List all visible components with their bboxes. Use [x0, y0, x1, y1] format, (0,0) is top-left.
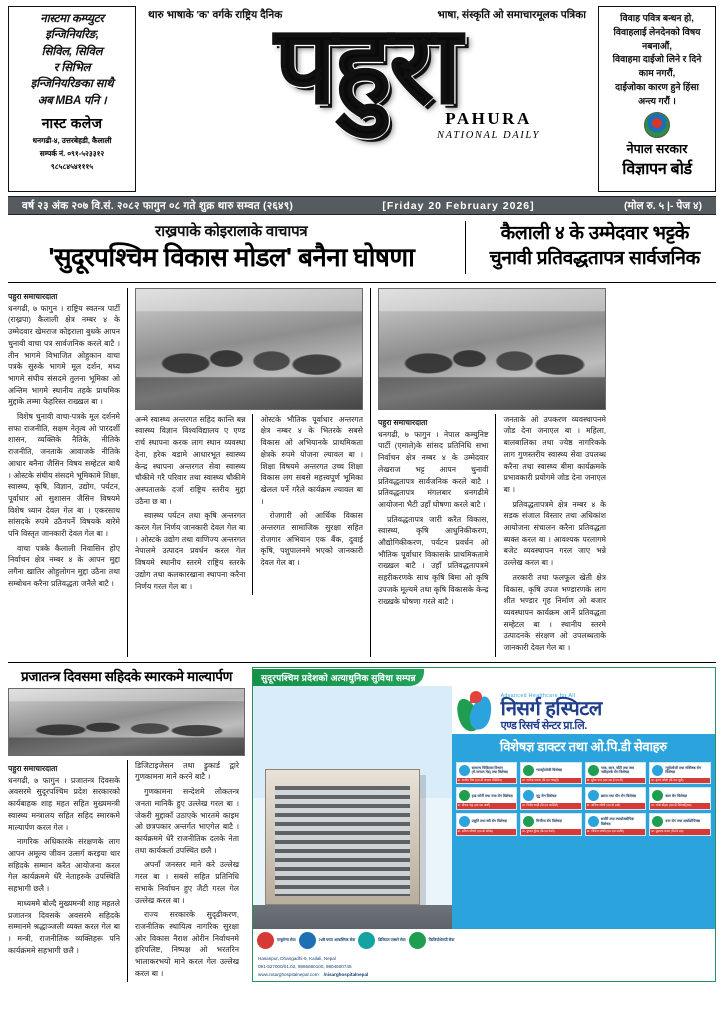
nast-ad-mba-line: अब MBA पनि ।: [37, 94, 107, 107]
service-doctor: डा. सन्दीप विष्ट (एम.डी जनरल मेडिसिन): [457, 778, 517, 784]
nast-college-ad: [8, 6, 136, 192]
nameplate-subtitle: NATIONAL DAILY: [436, 129, 540, 141]
service-title: सर्जरी तथा ल्याप्रोस्कोपिक विशेषज्ञ: [600, 817, 635, 826]
service-icon: [523, 765, 534, 776]
paragraph: ओस्टके भौतिक पूर्वाधार अन्तरगत क्षेत्र नम्बर ४ के भितरके सबसे विकास ओ अभियानके प्राथमिकता क्षेत्रके रुपमे योजना ल्यावल बा । शिक्षा विषयमे अन्तरगत उच्च शिक्षा विकास लग सबसे महत्त्वपूर्ण भूमिका खेलल पर्ने गरैले कार्यक्रम ल्यावल बा ।: [260, 414, 363, 506]
service-title: सामान्य चिकित्सा विभाग (मे.जनरल मेड) तथा विशेषज्ञ: [471, 765, 508, 775]
service-item[interactable]: [649, 787, 711, 810]
service-title: मुटु रोग विशेषज्ञ: [536, 793, 557, 798]
service-item[interactable]: [585, 787, 647, 810]
service-item[interactable]: [456, 813, 518, 836]
service-icon: [459, 816, 470, 827]
service-doctor: डा. दीपक भट्ट (एम.एस अर्थो): [457, 803, 517, 809]
service-icon: [523, 816, 534, 827]
service-doctor: डा. विनोद शाही (डि.एम कार्डियो): [521, 803, 581, 809]
hospital-website[interactable]: www.nisarghospitalnepal.com: [258, 971, 319, 977]
badge-label: २४सै घण्टा आकस्मिक सेवा: [318, 938, 356, 943]
lead-story-right-headline[interactable]: [465, 221, 716, 274]
service-title: बाल रोग विशेषज्ञ: [665, 793, 687, 798]
building-windows: [275, 786, 410, 896]
tagline-right: भाषा, संस्कृति ओ समाचारमूलक पत्रिका: [437, 9, 586, 21]
democracy-column-2: [127, 760, 239, 983]
democracy-column-1: [8, 760, 120, 983]
physiotherapy-icon: [409, 932, 426, 949]
nast-ad-line-4: र सिभिल: [53, 61, 91, 74]
service-icon: [588, 765, 599, 776]
paragraph: प्रतिवद्धतापत्र जारी करैत विकास, स्वास्थ्य, कृषि आधुनिकीकरण, औद्योगिकीकरण, पर्यटन प्रवर्धन ओ भौतिक पूर्वाधार विकासके प्राथमिकतामे राख्खल बाटै । उहाँ प्रतिवद्धतापत्रमे सहरीकरणके साथ कृषि बिमा ओ कृषि उपजके मूल्यमे तथा कृषि विकासके केन्द्र राख्खके घोषणा गरले बाटै ।: [378, 514, 489, 606]
paragraph: प्रतिवद्धतापत्रमे क्षेत्र नम्बर ४ के सडक संजाल विस्तार तथा अधिकांश आयोजना संचालन करैना प्रतिवद्धता ब्यक्त करल बा । आवश्यक परलागमे बजेट व्यवस्थापन गरल जाए भन्ने उल्लेख करल बा ।: [503, 499, 606, 568]
xray-icon: [358, 932, 375, 949]
service-doctor: डा. सुजाता रावल (बि.डि.एस): [650, 829, 710, 835]
democracy-day-headline: प्रजातन्त्र दिवसमा सहिदके स्मारकमे माल्यार्पण: [20, 668, 233, 684]
service-item[interactable]: [456, 762, 518, 785]
service-title: प्रसुति तथा स्त्री रोग विशेषज्ञ: [471, 819, 507, 824]
hospital-advertisement[interactable]: [252, 667, 716, 983]
badge-label: एम्बुलेन्स सेवा: [277, 938, 296, 943]
service-item[interactable]: [649, 762, 711, 785]
govt-ad-line-4: विवाहमा दाईजो लिने र दिने: [612, 54, 702, 65]
nepal-emblem-icon: [644, 112, 670, 138]
paragraph: डिजिटाइजेसन तथा ड्रुकार्ड द्वारे गुणकामना माने करने बाटै ।: [135, 760, 239, 782]
lead-headline: 'सुदूरपश्चिम विकास मोडल' बनैना घोषणा: [48, 242, 415, 272]
service-icon: [588, 790, 599, 801]
service-doctor: डा. अनिता जोशी (एम.डी डर्मा): [586, 803, 646, 809]
nast-ad-line-3: सिविल, सिविल: [41, 45, 103, 58]
hospital-facility-badges: [253, 929, 715, 952]
govt-ad-line-5: काम नगरौं,: [638, 68, 676, 79]
hospital-logo-row: [452, 686, 715, 734]
paragraph: धनगढी, ७ फागुन । नेपाल कम्युनिष्ट पार्टी (एमाले)के सांसद प्रतिनिधि सभा निर्वाचन क्षेत्र नम्बर ४ के उम्मेदवार लेखराज भट्ट आपन चुनावी प्रतिवद्धतापत्र सार्वजनिक करले बाटै । प्रतिवद्धतापत्र मंगलबार धनगढीमे आयोजना भैटी उहाँ घोषणा करले बाटै ।: [378, 429, 489, 509]
service-icon: [459, 765, 470, 776]
service-doctor: डा. रमेश बोहरा (एम.डी पेडियाट्रिक्स): [650, 803, 710, 809]
hospital-address: Hasanpur, Dhangadhi-5, Kailali, Nepal: [258, 956, 336, 962]
article-column-1: [8, 288, 120, 657]
paragraph: अन्मे स्वास्थ्य अन्तरगत सहिद कान्ति बन्न स्वास्थ्य विज्ञान विश्वविद्यालय ए एण्ड रार्च स्थापना करक लाग स्थान व्यवस्था देना, हरेक बडामे आधारभूत स्वास्थ्य केन्द्र स्थापना अन्तरगत सेवा स्वास्थ्य चौकीमे गरै परिवार तथा स्वास्थ्य चौकीमे अस्पतालके दर्जा राष्ट्रिय स्तरीय मुद्दा उठैना छ बा ।: [135, 414, 246, 506]
service-title: छाला तथा यौन रोग विशेषज्ञ: [600, 793, 637, 798]
service-icon: [652, 816, 663, 827]
hospital-subtitle: एण्ड रिसर्च सेन्टर प्रा.लि.: [500, 720, 587, 733]
paragraph: माध्यममे बोल्दै मुख्यमन्त्री शाह महतले प्रजातन्त्र दिवसके अवसरमे सहिदके सम्मानमे श्रद्धाञ्जली व्यक्त करल गेल बा । मन्त्री, राजनीतिक व्यक्तिहरू पनि कार्यक्रममे सहभागी छलै ।: [8, 898, 120, 955]
service-doctor: डा. गोविन्द जोशी (एम.एस सर्जरी): [586, 829, 646, 835]
lead-kicker: राख्रपाके कोइरालाके वाचापत्र: [155, 223, 308, 240]
tagline-left: थारु भाषाके 'क' वर्गके राष्ट्रिय दैनिक: [148, 9, 283, 21]
nast-ad-line-5: इन्जिनियरिङका साथै: [30, 78, 114, 91]
service-title: दन्त रोग तथा अर्थोडोन्टिक्स: [665, 819, 701, 824]
nast-college-contact: सम्पर्क नं. ०९१-५२३३१२: [39, 149, 105, 159]
issue-date-bar: [8, 196, 716, 215]
services-grid: [452, 758, 715, 840]
service-item[interactable]: [520, 762, 582, 785]
lead-photo-right: [378, 288, 606, 410]
govt-ad-line-7: अन्त्य गरौं ।: [638, 95, 676, 106]
paragraph: धनगढी, ७ फागुन । राष्ट्रिय स्वतन्त्र पार्टी (राख्रपा) कैलाली क्षेत्र नम्बर ४ के उम्मेदवार खेमराज कोइराला बुधके आपन चुनावी वाचा पत्र सार्वजनिक करले बाटै । तीन भागमे विभाजित ओहुकान वाचा पत्रके सुरुके भागमे मूल दर्शन, मध्य भागमे संघीय संसदमे तुलना भूमिका ओ अन्तिम भागमे स्थानीय तहके प्राथमिक मुद्दाके लम्मा फेहरिस्त राख्खल बा ।: [8, 303, 120, 407]
govt-advertisement-box: [598, 6, 716, 192]
hospital-building-shape: [265, 769, 420, 905]
govt-ad-line-3: नबनाऔं,: [642, 40, 672, 51]
lead-story-left-headline[interactable]: [8, 221, 455, 274]
paragraph: तरकारी तथा फलफूल खेती क्षेत्र विकास, कृषि उपज भण्डारणके लाग शीत भण्डार गृह निर्माण ओ बजार व्यवस्थापन कार्यक्रम आर्ने प्रतिवद्धता सम्हेटल बा । स्थानीय स्तरमे उत्पादनके संरक्षण ओ उपलब्धताके जानकारी देवल गेल बा ।: [503, 572, 606, 653]
paragraph: धनगढी, ७ फागुन । प्रजातन्त्र दिवसके अवसरमे सुदूरपश्चिम प्रदेश सरकारको कार्यबाहक शाह महत सहित मुख्यमन्त्री स्वास्थ्य मन्त्रालय सहित सहिद स्मारकमे माल्यार्पण करल गेल ।: [8, 775, 120, 832]
service-title: हाड जोर्नी तथा नसा रोग विशेषज्ञ: [471, 793, 513, 798]
nast-college-address: धनगढी-४, उत्तरबेहडी, कैलाली: [32, 135, 112, 145]
democracy-day-article: [8, 667, 245, 983]
lead-photo-left: [135, 288, 363, 410]
badge-label: डिजिटल एक्सरे सेवा: [378, 938, 406, 943]
services-title: विशेषज्ञ डाक्टर तथा ओ.पि.डी सेवाहरु: [452, 734, 715, 758]
ambulance-icon: [257, 932, 274, 949]
hospital-facebook[interactable]: /nisarghospitalnepal: [323, 971, 369, 977]
paragraph: विशेष चुनावी वाचा-पत्रके मूल दर्शनमे सफा राजनीति, सक्षम नेतृत्व ओ पारदर्शी शासन, व्यक्तिके नैतिके, नीतिके राजनीति, जनताके आवाजके नीतिके आधार बनैना जैसिन विषय सम्हेटल बाथै । ओस्टके संघीय संसदमे भूमिकामे शिक्षा, स्वास्थ्य, कृषि, विज्ञान, उद्योग, पर्यटन, पूर्वाधार ओ सुशासन जैसिन विषयमे विशेष ध्यान देवल गेल बा । एकरसाथ सांसदके रुपमे उठैनपर्ने विषयके बारेमे पनि विस्तृत जानकारी देवल गेल बा ।: [8, 412, 120, 539]
paragraph: अपनाँ जनस्तर माने करे उल्लेख गरल बा । सबसे सहित प्रतिनिधि सभाके निर्वाचन हुए जैटी गरल गेल उल्लेख करल बा ।: [135, 860, 239, 905]
service-doctor: डा. सरिता चौधरी (एम.डी ओब्स): [457, 829, 517, 835]
service-icon: [652, 790, 663, 801]
service-title: मिर्गौला रोग विशेषज्ञ: [536, 819, 562, 824]
leaf-logo-icon: [456, 692, 496, 734]
issue-price-pages: (मोल रु. ५ |- पेज ४): [623, 199, 702, 212]
service-icon: [459, 790, 470, 801]
govt-name: नेपाल सरकार: [626, 141, 688, 156]
hospital-ad-tagline: सुदूरपश्चिम प्रदेशको अत्याधुनिक सुविधा सम्पन्न: [253, 669, 424, 686]
nameplate-english: PAHURA: [445, 108, 532, 128]
headline-row: [8, 221, 716, 278]
paragraph: रोजगारी ओ आर्थिक विकास अन्तरगत सामाजिक सुरक्षा सहित रोजगार अभियान एक बैंक, दुवाई कृषि, पशुपालनमे भएको जानकारी देवल गेल बा ।: [260, 511, 363, 568]
service-title: ग्यास्ट्रोलोजी विशेषज्ञ: [536, 768, 563, 773]
service-doctor: डा. सुरेश चन्द (एम.एस ई.एन.टी): [586, 778, 646, 784]
service-title: न्युरोलोजी तथा मस्तिष्क रोग विशेषज्ञ: [665, 765, 702, 775]
nameplate-latin: [437, 109, 540, 141]
service-doctor: डा. कृष्ण जोशी (डि.एम न्युरो): [650, 778, 710, 784]
service-item[interactable]: [585, 762, 647, 785]
govt-ad-line-2: विवाहलाई लेनदेनको विषय: [613, 26, 701, 37]
byline-democracy: पहुरा समाचारदाता: [8, 763, 58, 773]
service-icon: [523, 790, 534, 801]
service-doctor: डा. पुष्कर कुँवर (डि.एम नेफ्रो): [521, 829, 581, 835]
nast-college-name: नास्ट कलेज: [41, 114, 103, 131]
secondary-headline-line2: चुनावी प्रतिवद्धतापत्र सार्वजनिक: [489, 248, 700, 270]
service-item[interactable]: [585, 813, 647, 836]
article-column-3: [370, 288, 606, 657]
badge-label: फिजियोथेरापी सेवा: [428, 938, 455, 943]
service-item[interactable]: [520, 813, 582, 836]
issue-date-english: [Friday 20 February 2026]: [382, 199, 535, 212]
paragraph: जनताके ओ उपकरण व्यवस्थापनमे जोड देना जनाएल बा । महिला, बालबालिका तथा ज्येष्ठ नागरिकके लाग गुणस्तरीय स्वास्थ्य सेवा उपलब्ध करैना तथा स्वास्थ्य बीमा कार्यक्रमके प्रभावकारी प्रयोगमे जोड देना जनाएल बा ।: [503, 414, 606, 494]
paragraph: गुणकामना सन्देशमे लोकतन्त्र जनता मानिकै हुए उल्लेख गरल बा । जेकरी मुद्दाकाँ उठाएके भारतमे काइम ओ छत्रपकार अन्तर्गत भाएगेल बाटै । कार्यक्रममे धेरै राजनीतिक दलके नेता तथा कार्यकर्ता उपस्थित छलै ।: [135, 787, 239, 855]
nast-ad-line-1: नास्टमा कम्प्युटर: [40, 13, 104, 25]
main-article-grid: [8, 282, 716, 657]
paragraph: राज्य सरकारके सुदृढीकरण, राजनीतिक स्थायित्व नागरिक सुरक्षा ओर विकास नैराश ओरीन निर्वाचनमे हरिपलिष्ट, निष्पक्ष ओ भरतरिन भालाकरभयो माने करल गेल उल्लेख करल बा ।: [135, 910, 239, 978]
byline-left: पहुरा समाचारदाता: [8, 291, 58, 301]
emergency-icon: [299, 932, 316, 949]
service-icon: [652, 765, 663, 776]
govt-ad-line-1: विवाह पवित्र बन्धन हो,: [620, 13, 694, 23]
hospital-phone: 091-527000/01.02, 9865680100, 9804600745: [258, 963, 352, 969]
paragraph: स्वास्थ्य पर्यटन तथा कृषि अन्तरगत करल गेल निर्णय जानकारी देवल गेल बा । ओस्टके उद्योग तथा वाणिज्य अन्तरगत नेपालमे उत्पादन प्रवर्धन करल गेल विषयमे स्थानीय स्तरमे राष्ट्रिय स्तरके उद्योग तथा कलकारखाना स्थापना करैना निर्णय गरल गेल बा ।: [135, 511, 246, 591]
article-column-2: [127, 288, 363, 657]
masthead-center: [142, 6, 592, 192]
govt-ad-line-6: दाईजोका कारण हुने हिंसा: [615, 81, 699, 92]
byline-right: पहुरा समाचारदाता: [378, 417, 428, 427]
ad-board-name: विज्ञापन बोर्ड: [622, 160, 692, 178]
nast-ad-line-2: इन्जिनियरिङ,: [45, 29, 99, 42]
hospital-contact-info: [253, 952, 715, 981]
issue-info-nepali: वर्ष २३ अंक २०७ वि.सं. २०८२ फागुन ०८ गते शुक्र थारु सम्वत (२६४९): [22, 199, 294, 212]
service-doctor: डा. राजेन्द्र पाठक (डि.एम ग्यास्ट्रो): [521, 778, 581, 784]
service-item[interactable]: [649, 813, 711, 836]
lower-section: [8, 662, 716, 983]
service-item[interactable]: [456, 787, 518, 810]
service-item[interactable]: [520, 787, 582, 810]
masthead: [8, 6, 716, 192]
newspaper-nameplate: पहुरा: [274, 7, 460, 126]
nast-college-mobile: ९८५८४५४१११५: [50, 162, 94, 172]
hospital-name: निसर्ग हस्पिटल: [500, 698, 602, 721]
paragraph: वाचा पत्रके कैलाली निवासिन होए निर्वाचन क्षेत्र नम्बर ४ के आपन मुद्दा लगैना खातिर ओहुलोगन मुद्दा उठैना तथा सम्बोधन करैना प्रतिवद्धता जनैले बाटै ।: [8, 543, 120, 588]
paragraph: नागरिक अधिकारके संरक्षणके लाग आपन अमूल्य जीवन उत्सर्ग करइया थार सहिदके सम्मान करैत आयोजना करल गेल कार्यक्रममे धेरै नेताहरुके उपस्थिति सहभागी छलै ।: [8, 837, 120, 894]
secondary-headline-line1: कैलाली ४ के उम्मेदवार भट्टके: [500, 223, 690, 244]
service-title: नाक, कान, घाँटी तथा स्वर नलीहरुके रोग विशेषज्ञ: [600, 765, 635, 775]
service-icon: [588, 816, 599, 827]
democracy-day-photo: [8, 688, 245, 756]
hospital-tagline-en: Advanced Healthcare for All: [500, 693, 576, 700]
